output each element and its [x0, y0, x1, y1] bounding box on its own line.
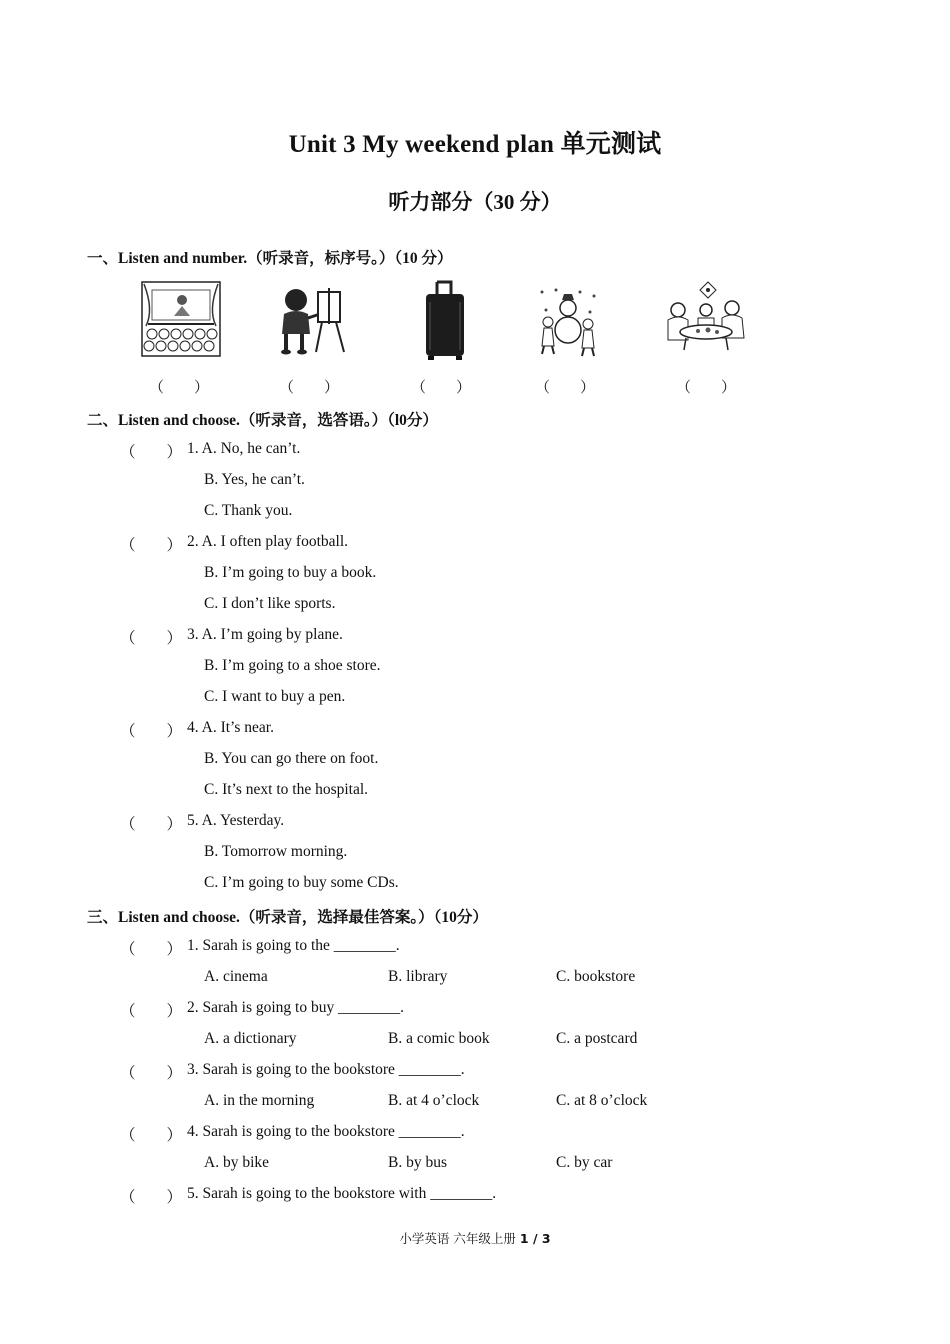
question-stem: 5. Sarah is going to the bookstore with ________. [187, 1185, 497, 1202]
answer-blank[interactable]: （ ） [120, 1003, 183, 1020]
answer-blank[interactable]: （ ） [120, 630, 183, 647]
answer-option: C. I want to buy a pen. [204, 688, 346, 705]
answer-option-c: C. bookstore [556, 968, 636, 985]
answer-option: B. Tomorrow morning. [204, 843, 348, 860]
answer-option-a: A. by bike [204, 1154, 270, 1171]
answer-option-c: C. at 8 o’clock [556, 1092, 648, 1109]
question-stem: 4. Sarah is going to the bookstore ________. [187, 1123, 465, 1140]
question-stem: 5. A. Yesterday. [187, 812, 285, 829]
answer-blank[interactable]: （ ） [120, 1189, 183, 1206]
answer-blank[interactable]: （ ） [120, 723, 183, 740]
answer-option-b: B. a comic book [388, 1030, 490, 1047]
footer-label: 小学英语 六年级上册 [399, 1231, 516, 1246]
theater-stage-image [140, 280, 222, 358]
answer-blank[interactable]: （ ） [120, 816, 183, 833]
section-2-heading: 二、Listen and choose.（听录音，选答语。）（l0分） [87, 412, 438, 429]
question-stem: 1. Sarah is going to the ________. [187, 937, 400, 954]
question-stem: 4. A. It’s near. [187, 719, 274, 736]
suitcase-image [420, 280, 470, 362]
answer-option-b: B. library [388, 968, 448, 985]
answer-option-a: A. cinema [204, 968, 268, 985]
page-footer [0, 1229, 950, 1247]
answer-option: B. You can go there on foot. [204, 750, 379, 767]
boy-at-easel-image [272, 284, 348, 356]
question-stem: 2. A. I often play football. [187, 533, 348, 550]
page-title: Unit 3 My weekend plan 单元测试 [288, 131, 662, 158]
question-stem: 2. Sarah is going to buy ________. [187, 999, 404, 1016]
answer-blank[interactable]: （ ） [120, 537, 183, 554]
picture-answer-blank[interactable]: （ ） [411, 380, 472, 396]
family-dinner-image [662, 280, 750, 352]
answer-blank[interactable]: （ ） [120, 444, 183, 461]
answer-option-b: B. by bus [388, 1154, 447, 1171]
section-1-heading: 一、Listen and number.（听录音，标序号。）（10 分） [87, 250, 453, 267]
answer-blank[interactable]: （ ） [120, 941, 183, 958]
section-part-title: 听力部分（30 分） [388, 190, 562, 214]
answer-option: C. I’m going to buy some CDs. [204, 874, 399, 891]
page-number: 1 / 3 [519, 1231, 551, 1246]
answer-option: C. It’s next to the hospital. [204, 781, 369, 798]
question-stem: 3. Sarah is going to the bookstore ________. [187, 1061, 465, 1078]
answer-option: B. Yes, he can’t. [204, 471, 305, 488]
snowman-family-image [536, 286, 600, 358]
picture-answer-blank[interactable]: （ ） [535, 380, 596, 396]
answer-blank[interactable]: （ ） [120, 1065, 183, 1082]
picture-answer-blank[interactable]: （ ） [279, 380, 340, 396]
section-3-heading: 三、Listen and choose.（听录音，选择最佳答案。）（10分） [87, 909, 488, 926]
answer-option-c: C. a postcard [556, 1030, 638, 1047]
picture-answer-blank[interactable]: （ ） [149, 380, 210, 396]
question-stem: 1. A. No, he can’t. [187, 440, 301, 457]
answer-option-b: B. at 4 o’clock [388, 1092, 480, 1109]
answer-option: C. I don’t like sports. [204, 595, 336, 612]
answer-blank[interactable]: （ ） [120, 1127, 183, 1144]
answer-option-a: A. a dictionary [204, 1030, 297, 1047]
answer-option-a: A. in the morning [204, 1092, 315, 1109]
answer-option: B. I’m going to buy a book. [204, 564, 377, 581]
answer-option: B. I’m going to a shoe store. [204, 657, 381, 674]
picture-answer-blank[interactable]: （ ） [676, 380, 737, 396]
question-stem: 3. A. I’m going by plane. [187, 626, 343, 643]
answer-option: C. Thank you. [204, 502, 293, 519]
answer-option-c: C. by car [556, 1154, 613, 1171]
